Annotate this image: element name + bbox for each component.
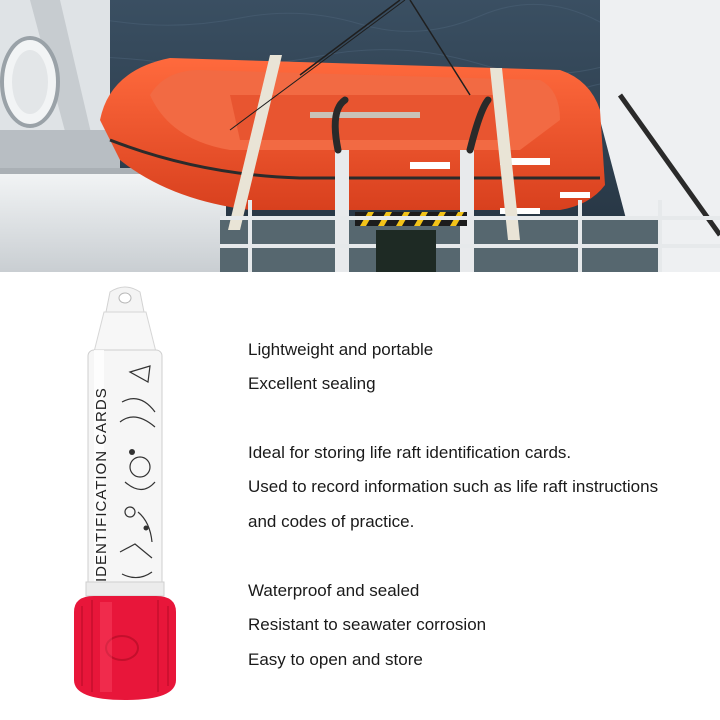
feature-line: Ideal for storing life raft identification cards. xyxy=(248,443,572,462)
feature-line: Excellent sealing xyxy=(248,374,376,393)
feature-line: and codes of practice. xyxy=(248,512,415,531)
tube-label: IDENTIFICATION CARDS xyxy=(93,387,110,582)
lifeboat-photo xyxy=(0,0,720,272)
feature-line: Used to record information such as life raft instructions xyxy=(248,477,659,496)
feature-line: Lightweight and portable xyxy=(248,340,434,359)
feature-line: Easy to open and store xyxy=(248,650,423,669)
lifeboat-illustration xyxy=(0,0,720,272)
tube-illustration xyxy=(60,282,190,712)
red-cap xyxy=(74,596,176,700)
feature-line: Resistant to seawater corrosion xyxy=(248,615,487,634)
id-card-tube xyxy=(60,282,190,712)
feature-line: Waterproof and sealed xyxy=(248,581,420,600)
product-section xyxy=(0,272,720,720)
